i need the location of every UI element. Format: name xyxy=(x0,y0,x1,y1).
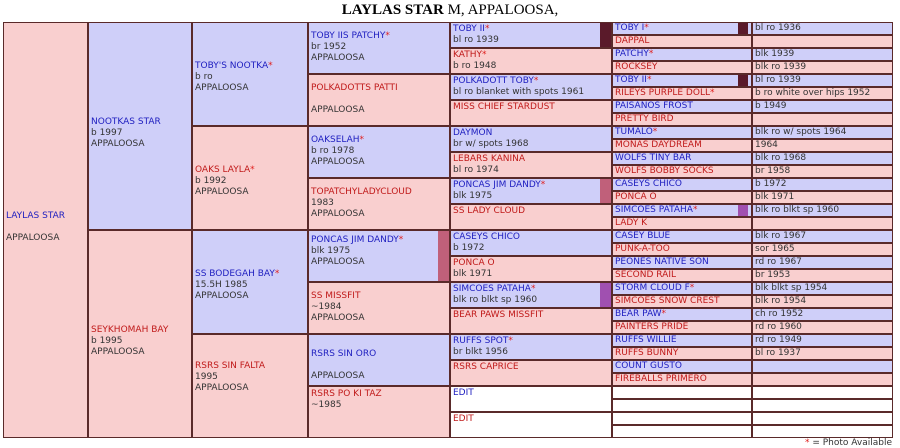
g6-horse-14 xyxy=(612,204,752,217)
horse-info: b 1995 xyxy=(91,336,123,346)
horse-info: 15.5H 1985 xyxy=(195,280,248,290)
horse-info: rd ro 1949 xyxy=(755,335,802,345)
g6-info-21 xyxy=(752,295,893,308)
g6-horse-3 xyxy=(612,61,752,74)
horse-info: 1995 xyxy=(195,372,218,382)
title-details: M, APPALOOSA, xyxy=(443,2,559,18)
g5-horse-12 xyxy=(450,334,612,360)
horse-name-link[interactable]: BEAR PAW xyxy=(615,309,662,319)
g6-info-30 xyxy=(752,412,893,425)
horse-name-link[interactable]: PRETTY BIRD xyxy=(615,114,674,124)
horse-name-link[interactable]: PATCHY xyxy=(615,49,649,59)
horse-info: blk ro w/ spots 1964 xyxy=(755,127,847,137)
g6-info-16 xyxy=(752,230,893,243)
g6-info-4 xyxy=(752,74,893,87)
g3-horse-1 xyxy=(192,126,308,230)
horse-name-link[interactable]: LADY K xyxy=(615,218,648,228)
g5-horse-7 xyxy=(450,204,612,230)
g6-info-11 xyxy=(752,165,893,178)
g6-info-31 xyxy=(752,425,893,438)
g6-horse-19 xyxy=(612,269,752,282)
horse-name-link[interactable]: RILEYS PURPLE DOLL xyxy=(615,88,710,98)
horse-breed: APPALOOSA xyxy=(311,157,365,167)
horse-name-link[interactable]: OAKS LAYLA xyxy=(195,165,251,175)
horse-info: blk 1975 xyxy=(453,191,493,201)
horse-name-link[interactable]: PONCAS JIM DANDY xyxy=(311,235,399,245)
photo-star-icon: * xyxy=(484,24,490,34)
g6-horse-18 xyxy=(612,256,752,269)
horse-name-link[interactable]: RSRS CAPRICE xyxy=(453,362,519,372)
horse-breed: APPALOOSA xyxy=(311,53,365,63)
g5-horse-14 xyxy=(450,386,612,412)
horse-info: 1983 xyxy=(311,198,334,208)
photo-star-icon: * xyxy=(540,180,546,190)
g6-info-20 xyxy=(752,282,893,295)
subject-name-link[interactable]: LAYLAS STAR xyxy=(6,211,66,221)
horse-name-link[interactable]: DAYMON xyxy=(453,128,493,138)
g4-horse-0 xyxy=(308,22,450,74)
g6-horse-13 xyxy=(612,191,752,204)
horse-info: b 1949 xyxy=(755,101,787,111)
horse-name-link[interactable]: POLKADOTTS PATTI xyxy=(311,83,398,93)
g6-info-25 xyxy=(752,347,893,360)
horse-info: bl ro 1939 xyxy=(755,75,801,85)
horse-name-link[interactable]: FIREBALLS PRIMERO xyxy=(615,374,707,384)
horse-name-link[interactable]: SS MISSFIT xyxy=(311,291,361,301)
g4-horse-1 xyxy=(308,74,450,126)
g6-horse-31 xyxy=(612,425,752,438)
horse-name-link[interactable]: CASEYS CHICO xyxy=(615,179,682,189)
horse-breed: APPALOOSA xyxy=(195,187,249,197)
g6-horse-5 xyxy=(612,87,752,100)
g6-info-23 xyxy=(752,321,893,334)
horse-info: bl ro 1939 xyxy=(453,35,499,45)
g6-info-14 xyxy=(752,204,893,217)
horse-name-link[interactable]: PONCA O xyxy=(453,258,495,268)
horse-info: bl ro blanket with spots 1961 xyxy=(453,87,585,97)
horse-name-link[interactable]: TOBY II xyxy=(615,75,647,85)
g6-horse-12 xyxy=(612,178,752,191)
color-swatch xyxy=(600,283,611,307)
g3-horse-0 xyxy=(192,22,308,126)
photo-star-icon: * xyxy=(652,127,658,137)
photo-star-icon: * xyxy=(250,165,255,175)
horse-name-link[interactable]: PEONES NATIVE SON xyxy=(615,257,709,267)
g6-info-13 xyxy=(752,191,893,204)
photo-star-icon: * xyxy=(533,76,539,86)
photo-star-icon: * xyxy=(648,49,654,59)
color-swatch xyxy=(438,231,449,281)
horse-info: blk ro 1967 xyxy=(755,231,807,241)
horse-info: rd ro 1960 xyxy=(755,322,802,332)
g6-info-8 xyxy=(752,126,893,139)
horse-info: b ro 1978 xyxy=(311,146,355,156)
g6-horse-7 xyxy=(612,113,752,126)
horse-info: ch ro 1952 xyxy=(755,309,804,319)
horse-info: b ro white over hips 1952 xyxy=(755,88,871,98)
horse-info: sor 1965 xyxy=(755,244,795,254)
horse-breed: APPALOOSA xyxy=(311,313,365,323)
horse-info: blk ro 1954 xyxy=(755,296,807,306)
g6-horse-10 xyxy=(612,152,752,165)
g4-horse-6 xyxy=(308,334,450,386)
photo-star-icon: * xyxy=(385,31,390,41)
horse-info: bl ro 1974 xyxy=(453,165,499,175)
horse-info: rd ro 1967 xyxy=(755,257,802,267)
g6-horse-15 xyxy=(612,217,752,230)
horse-name-link[interactable]: SEYKHOMAH BAY xyxy=(91,325,169,335)
horse-name-link[interactable]: OAKSELAH xyxy=(311,135,360,145)
horse-name-link[interactable]: RUFFS SPOT xyxy=(453,336,509,346)
g6-info-1 xyxy=(752,35,893,48)
g6-horse-1 xyxy=(612,35,752,48)
horse-name-link[interactable]: SIMCOES SNOW CREST xyxy=(615,296,720,306)
horse-name-link[interactable]: TOBY'S NOOTKA xyxy=(195,61,269,71)
photo-star-icon: * xyxy=(661,309,667,319)
horse-info: b 1992 xyxy=(195,176,227,186)
horse-name-link[interactable]: PONCAS JIM DANDY xyxy=(453,180,541,190)
horse-breed: APPALOOSA xyxy=(311,105,365,115)
horse-info: ~1985 xyxy=(311,400,342,410)
g6-info-7 xyxy=(752,113,893,126)
horse-info: 1964 xyxy=(755,140,778,150)
horse-info: blk ro blkt sp 1960 xyxy=(453,295,538,305)
g5-horse-9 xyxy=(450,256,612,282)
g6-horse-9 xyxy=(612,139,752,152)
g4-horse-7 xyxy=(308,386,450,438)
photo-star-icon: * xyxy=(274,269,280,279)
g6-horse-27 xyxy=(612,373,752,386)
g6-horse-4 xyxy=(612,74,752,87)
horse-name-link[interactable]: PONCA O xyxy=(615,192,657,202)
horse-name-link[interactable]: TOPATCHYLADYCLOUD xyxy=(311,187,412,197)
g6-info-27 xyxy=(752,373,893,386)
color-swatch xyxy=(738,23,748,34)
g5-horse-15 xyxy=(450,412,612,438)
g6-info-28 xyxy=(752,386,893,399)
g5-horse-4 xyxy=(450,126,612,152)
horse-breed: APPALOOSA xyxy=(195,383,249,393)
horse-info: blk ro blkt sp 1960 xyxy=(755,205,840,215)
horse-name-link[interactable]: PUNK-A-TOO xyxy=(615,244,670,254)
g6-info-0 xyxy=(752,22,893,35)
g5-horse-10 xyxy=(450,282,612,308)
horse-name-link[interactable]: RUFFS BUNNY xyxy=(615,348,679,358)
g6-info-26 xyxy=(752,360,893,373)
horse-breed: APPALOOSA xyxy=(311,257,365,267)
horse-name-link[interactable]: WOLFS TINY BAR xyxy=(615,153,692,163)
horse-info: bl ro 1936 xyxy=(755,23,801,33)
horse-name-link[interactable]: MONAS DAYDREAM xyxy=(615,140,702,150)
g6-horse-29 xyxy=(612,399,752,412)
color-swatch xyxy=(600,23,611,47)
photo-star-icon: * xyxy=(646,75,652,85)
horse-name-link[interactable]: STORM CLOUD F xyxy=(615,283,690,293)
photo-star-icon: * xyxy=(398,235,404,245)
g6-info-10 xyxy=(752,152,893,165)
photo-star-icon: * xyxy=(359,135,365,145)
horse-name-link[interactable]: TOBY IIS PATCHY xyxy=(311,31,386,41)
horse-info: blk 1971 xyxy=(453,269,493,279)
g6-horse-24 xyxy=(612,334,752,347)
horse-name-link[interactable]: DAPPAL xyxy=(615,36,650,46)
horse-info: b 1972 xyxy=(453,243,485,253)
g2-horse-1 xyxy=(88,230,192,438)
g6-info-29 xyxy=(752,399,893,412)
horse-info: ~1984 xyxy=(311,302,342,312)
horse-info: blk 1971 xyxy=(755,192,795,202)
legend-star: * xyxy=(804,438,810,448)
photo-star-icon: * xyxy=(689,283,695,293)
horse-name-link[interactable]: SIMCOES PATAHA xyxy=(615,205,693,215)
g5-horse-13 xyxy=(450,360,612,386)
horse-info: blk 1939 xyxy=(755,49,795,59)
g6-horse-2 xyxy=(612,48,752,61)
horse-info: blk ro 1939 xyxy=(755,62,807,72)
horse-breed: APPALOOSA xyxy=(195,83,249,93)
photo-star-icon: * xyxy=(481,50,487,60)
horse-info: blk ro 1968 xyxy=(755,153,807,163)
photo-star-icon: * xyxy=(709,88,715,98)
g5-horse-6 xyxy=(450,178,612,204)
g5-horse-0 xyxy=(450,22,612,48)
horse-name-link[interactable]: CASEYS CHICO xyxy=(453,232,520,242)
horse-info: blk 1975 xyxy=(311,246,351,256)
horse-name-link[interactable]: SECOND RAIL xyxy=(615,270,677,280)
g6-info-17 xyxy=(752,243,893,256)
g4-horse-3 xyxy=(308,178,450,230)
photo-star-icon: * xyxy=(644,23,649,33)
g3-horse-3 xyxy=(192,334,308,438)
horse-name-link[interactable]: KATHY xyxy=(453,50,482,60)
horse-info: br w/ spots 1968 xyxy=(453,139,529,149)
horse-name-link[interactable]: RSRS SIN ORO xyxy=(311,349,377,359)
color-swatch xyxy=(738,205,748,216)
horse-info: b 1997 xyxy=(91,128,123,138)
g3-horse-2 xyxy=(192,230,308,334)
horse-name-link[interactable]: TOBY II xyxy=(453,24,485,34)
photo-star-icon: * xyxy=(508,336,513,346)
horse-name-link[interactable]: PAISANOS FROST xyxy=(615,101,693,111)
g5-horse-2 xyxy=(450,74,612,100)
g6-horse-25 xyxy=(612,347,752,360)
g4-horse-4 xyxy=(308,230,450,282)
g6-info-5 xyxy=(752,87,893,100)
horse-name-link[interactable]: NOOTKAS STAR xyxy=(91,117,161,127)
g6-horse-30 xyxy=(612,412,752,425)
horse-info: b 1972 xyxy=(755,179,787,189)
g5-horse-1 xyxy=(450,48,612,74)
g6-info-9 xyxy=(752,139,893,152)
horse-name-link[interactable]: RSRS SIN FALTA xyxy=(195,361,265,371)
horse-name-link[interactable]: COUNT GUSTO xyxy=(615,361,682,371)
horse-name-link[interactable]: MISS CHIEF STARDUST xyxy=(453,102,555,112)
horse-name-link[interactable]: CASEY BLUE xyxy=(615,231,671,241)
page-title xyxy=(0,2,900,19)
horse-name-link[interactable]: WOLFS BOBBY SOCKS xyxy=(615,166,714,176)
g5-horse-5 xyxy=(450,152,612,178)
edit-link[interactable]: EDIT xyxy=(453,414,474,424)
g6-info-15 xyxy=(752,217,893,230)
edit-link[interactable]: EDIT xyxy=(453,388,474,398)
horse-info: br 1953 xyxy=(755,270,791,280)
horse-info: bl ro 1937 xyxy=(755,348,801,358)
horse-name-link[interactable]: PAINTERS PRIDE xyxy=(615,322,689,332)
g5-horse-8 xyxy=(450,230,612,256)
horse-name-link[interactable]: ROCKSEY xyxy=(615,62,658,72)
horse-breed: APPALOOSA xyxy=(91,347,145,357)
photo-legend xyxy=(805,438,892,448)
photo-star-icon: * xyxy=(530,284,536,294)
g6-horse-22 xyxy=(612,308,752,321)
horse-name-link[interactable]: POLKADOTT TOBY xyxy=(453,76,534,86)
g6-horse-16 xyxy=(612,230,752,243)
horse-name-link[interactable]: RUFFS WILLIE xyxy=(615,335,677,345)
g6-horse-23 xyxy=(612,321,752,334)
horse-name-link[interactable]: SS BODEGAH BAY xyxy=(195,269,275,279)
g4-horse-5 xyxy=(308,282,450,334)
color-swatch xyxy=(738,75,748,86)
g5-horse-11 xyxy=(450,308,612,334)
photo-star-icon: * xyxy=(268,61,273,71)
g6-info-2 xyxy=(752,48,893,61)
g6-horse-0 xyxy=(612,22,752,35)
g6-info-19 xyxy=(752,269,893,282)
pedigree-subject xyxy=(3,22,88,438)
horse-info: br blkt 1956 xyxy=(453,347,508,357)
horse-breed: APPALOOSA xyxy=(195,291,249,301)
horse-name-link[interactable]: TUMALO xyxy=(615,127,653,137)
horse-breed: APPALOOSA xyxy=(311,371,365,381)
g6-horse-8 xyxy=(612,126,752,139)
g6-info-3 xyxy=(752,61,893,74)
g6-info-6 xyxy=(752,100,893,113)
g6-info-18 xyxy=(752,256,893,269)
horse-name-link[interactable]: LEBARS KANINA xyxy=(453,154,526,164)
horse-info: blk blkt sp 1954 xyxy=(755,283,828,293)
g6-horse-6 xyxy=(612,100,752,113)
title-horse-name: LAYLAS STAR xyxy=(341,2,444,18)
horse-name-link[interactable]: SIMCOES PATAHA xyxy=(453,284,531,294)
horse-name-link[interactable]: SS LADY CLOUD xyxy=(453,206,526,216)
g6-horse-21 xyxy=(612,295,752,308)
g6-horse-17 xyxy=(612,243,752,256)
g6-horse-26 xyxy=(612,360,752,373)
g6-info-22 xyxy=(752,308,893,321)
horse-breed: APPALOOSA xyxy=(91,139,145,149)
g6-horse-28 xyxy=(612,386,752,399)
horse-info: br 1952 xyxy=(311,42,347,52)
legend-text: = Photo Available xyxy=(809,438,892,448)
subject-breed: APPALOOSA xyxy=(6,233,60,243)
horse-info: b ro 1948 xyxy=(453,61,497,71)
horse-info: b ro xyxy=(195,72,213,82)
g6-horse-11 xyxy=(612,165,752,178)
g2-horse-0 xyxy=(88,22,192,230)
horse-name-link[interactable]: RSRS PO KI TAZ xyxy=(311,389,382,399)
color-swatch xyxy=(600,179,611,203)
g6-horse-20 xyxy=(612,282,752,295)
horse-name-link[interactable]: TOBY I xyxy=(615,23,645,33)
horse-breed: APPALOOSA xyxy=(311,209,365,219)
g6-info-12 xyxy=(752,178,893,191)
photo-star-icon: * xyxy=(692,205,698,215)
g6-info-24 xyxy=(752,334,893,347)
horse-info: br 1958 xyxy=(755,166,791,176)
horse-name-link[interactable]: BEAR PAWS MISSFIT xyxy=(453,310,544,320)
g4-horse-2 xyxy=(308,126,450,178)
g5-horse-3 xyxy=(450,100,612,126)
